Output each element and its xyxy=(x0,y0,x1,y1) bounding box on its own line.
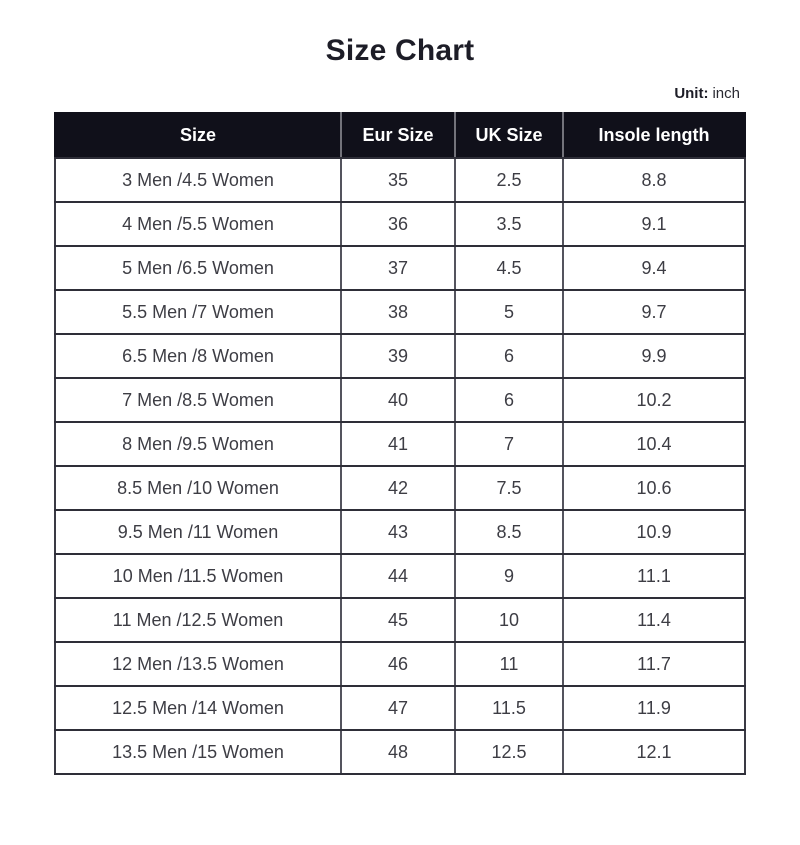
table-cell: 10.2 xyxy=(563,378,745,422)
column-header-size: Size xyxy=(55,113,341,158)
table-cell: 7.5 xyxy=(455,466,563,510)
table-cell: 9.7 xyxy=(563,290,745,334)
table-cell: 11 xyxy=(455,642,563,686)
table-cell: 7 xyxy=(455,422,563,466)
table-row xyxy=(55,246,745,290)
table-cell: 13.5 Men /15 Women xyxy=(55,730,341,774)
table-cell: 11.4 xyxy=(563,598,745,642)
table-cell: 36 xyxy=(341,202,455,246)
table-row xyxy=(55,378,745,422)
table-row xyxy=(55,598,745,642)
table-cell: 4.5 xyxy=(455,246,563,290)
table-row xyxy=(55,202,745,246)
table-cell: 9.1 xyxy=(563,202,745,246)
table-cell: 46 xyxy=(341,642,455,686)
table-cell: 3.5 xyxy=(455,202,563,246)
table-row xyxy=(55,158,745,202)
table-header xyxy=(55,113,745,158)
table-cell: 5 Men /6.5 Women xyxy=(55,246,341,290)
table-cell: 8 Men /9.5 Women xyxy=(55,422,341,466)
table-row xyxy=(55,422,745,466)
table-cell: 11.7 xyxy=(563,642,745,686)
page-title: Size Chart xyxy=(325,34,475,67)
size-chart-page xyxy=(0,34,800,845)
table-cell: 5 xyxy=(455,290,563,334)
column-header-uk-size: UK Size xyxy=(455,113,563,158)
size-chart-table xyxy=(54,112,746,775)
table-cell: 10 Men /11.5 Women xyxy=(55,554,341,598)
column-header-eur-size: Eur Size xyxy=(341,113,455,158)
table-cell: 6 xyxy=(455,334,563,378)
table-row xyxy=(55,466,745,510)
table-row xyxy=(55,334,745,378)
table-row xyxy=(55,510,745,554)
table-cell: 12.1 xyxy=(563,730,745,774)
table-cell: 12.5 xyxy=(455,730,563,774)
table-cell: 11.9 xyxy=(563,686,745,730)
table-row xyxy=(55,686,745,730)
table-cell: 12 Men /13.5 Women xyxy=(55,642,341,686)
table-cell: 3 Men /4.5 Women xyxy=(55,158,341,202)
table-cell: 10.6 xyxy=(563,466,745,510)
table-cell: 38 xyxy=(341,290,455,334)
table-body xyxy=(55,158,745,774)
header-row xyxy=(55,113,745,158)
table-cell: 8.5 Men /10 Women xyxy=(55,466,341,510)
table-cell: 11 Men /12.5 Women xyxy=(55,598,341,642)
table-row xyxy=(55,554,745,598)
table-cell: 9.5 Men /11 Women xyxy=(55,510,341,554)
table-cell: 10 xyxy=(455,598,563,642)
table-cell: 10.9 xyxy=(563,510,745,554)
table-cell: 8.5 xyxy=(455,510,563,554)
table-cell: 7 Men /8.5 Women xyxy=(55,378,341,422)
table-cell: 9 xyxy=(455,554,563,598)
table-cell: 35 xyxy=(341,158,455,202)
table-row xyxy=(55,642,745,686)
table-cell: 11.1 xyxy=(563,554,745,598)
table-cell: 6 xyxy=(455,378,563,422)
column-header-insole-length: Insole length xyxy=(563,113,745,158)
table-row xyxy=(55,290,745,334)
table-cell: 41 xyxy=(341,422,455,466)
table-cell: 39 xyxy=(341,334,455,378)
table-cell: 43 xyxy=(341,510,455,554)
table-cell: 9.4 xyxy=(563,246,745,290)
table-cell: 42 xyxy=(341,466,455,510)
table-cell: 9.9 xyxy=(563,334,745,378)
table-cell: 2.5 xyxy=(455,158,563,202)
unit-note xyxy=(55,84,745,104)
table-cell: 5.5 Men /7 Women xyxy=(55,290,341,334)
table-cell: 8.8 xyxy=(563,158,745,202)
unit-label: Unit: xyxy=(674,85,709,102)
table-cell: 12.5 Men /14 Women xyxy=(55,686,341,730)
table-cell: 6.5 Men /8 Women xyxy=(55,334,341,378)
table-row xyxy=(55,730,745,774)
table-cell: 45 xyxy=(341,598,455,642)
unit-value: inch xyxy=(712,85,740,102)
table-cell: 40 xyxy=(341,378,455,422)
table-cell: 4 Men /5.5 Women xyxy=(55,202,341,246)
table-cell: 47 xyxy=(341,686,455,730)
table-cell: 11.5 xyxy=(455,686,563,730)
table-cell: 37 xyxy=(341,246,455,290)
table-cell: 10.4 xyxy=(563,422,745,466)
table-cell: 44 xyxy=(341,554,455,598)
table-cell: 48 xyxy=(341,730,455,774)
